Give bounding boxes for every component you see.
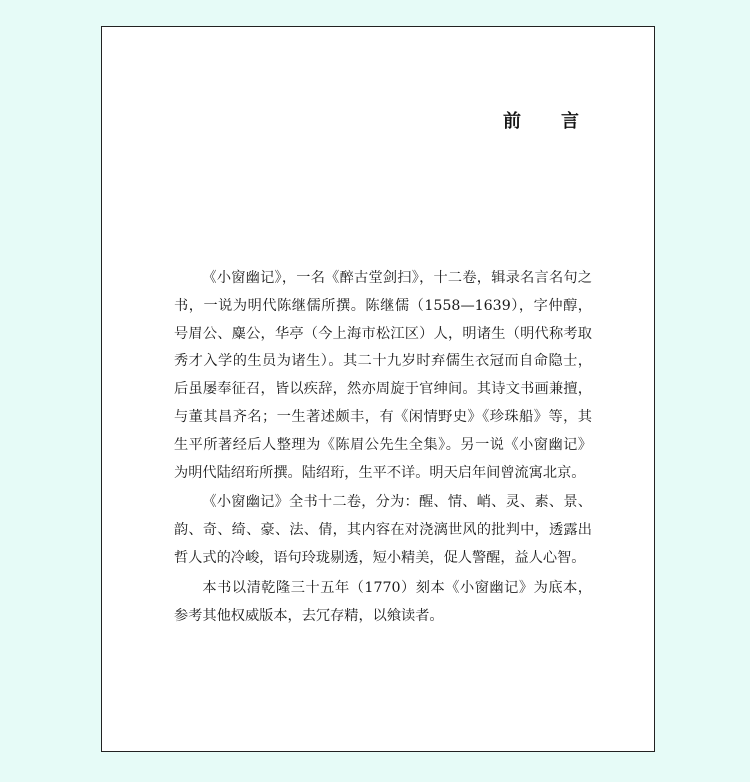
page-title: 前 言 (503, 111, 590, 132)
book-page (101, 26, 655, 752)
preface-paragraph-2: 《小窗幽记》全书十二卷，分为：醒、情、峭、灵、素、景、韵、奇、绮、豪、法、倩，其内容在对浇漓世风的批判中，透露出哲人式的冷峻，语句玲珑剔透，短小精美，促人警醒，益人心智。 (174, 494, 592, 566)
preface-paragraph-3: 本书以清乾隆三十五年（1770）刻本《小窗幽记》为底本，参考其他权威版本，去冗存精，以飨读者。 (174, 579, 592, 624)
preface-paragraph-1: 《小窗幽记》，一名《醉古堂剑扫》，十二卷，辑录名言名句之书，一说为明代陈继儒所撰。陈继儒（1558—1639），字仲醇，号眉公、麋公，华亭（今上海市松江区）人，明诸生（明代称考取秀才入学的生员为诸生）。其二十九岁时弃儒生衣冠而自命隐士，后虽屡奉征召，皆以疾辞，然亦周旋于官绅间。其诗文书画兼擅，与董其昌齐名；一生著述颇丰，有《闲情野史》《珍珠船》等，其生平所著经后人整理为《陈眉公先生全集》。另一说《小窗幽记》为明代陆绍珩所撰。陆绍珩，生平不详。明天启年间曾流寓北京。 (174, 270, 592, 481)
preface-body (174, 265, 592, 632)
